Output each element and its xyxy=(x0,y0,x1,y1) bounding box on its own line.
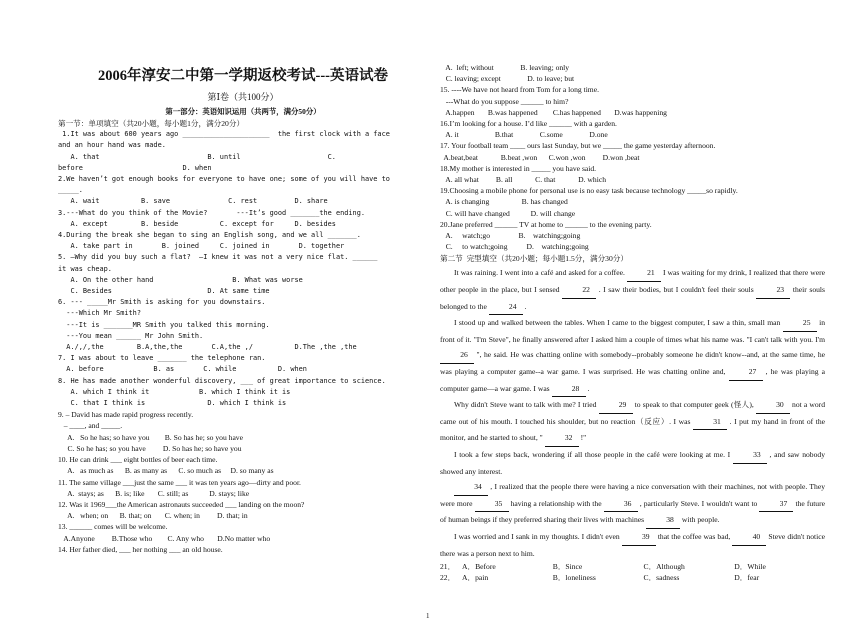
blank-21: 21 xyxy=(627,265,661,282)
section-heading: 第一节：单项填空（共20小题，每小题1分，满分20分） xyxy=(58,119,245,128)
question-line: C. to watch;going D. watching;going xyxy=(440,242,589,252)
question-line: A. So he has; so have you B. So has he; so you have xyxy=(58,432,243,442)
blank-22: 22 xyxy=(562,282,596,299)
blank-38: 38 xyxy=(646,512,680,529)
question-line: and an hour hand was made. xyxy=(58,141,166,150)
question-line: A. except B. beside C. except for D. besides xyxy=(58,219,336,228)
passage-paragraph: 34 , I realized that the people there were having a nice conversation with their machines, not with people. They were more 35 having a relationship with the 36 , particularly Steve. I wouldn't want to 37 the future of human beings if they preferred sharing their lives with machines 38 with people. xyxy=(440,479,825,529)
left-question-list xyxy=(58,129,428,555)
question-line: 15. ----We have not heard from Tom for a long time. xyxy=(440,85,599,95)
question-line: ---It is _______MR Smith you talked this morning. xyxy=(58,320,270,329)
question-line: A./,/,the B.A,the,the C.A,the ,/ D.The ,the ,the xyxy=(58,343,357,352)
question-line: 13. ______ comes will be welcome. xyxy=(58,522,168,532)
question-line: 17. Your football team ____ ours last Sunday, but we _____ the game yesterday afternoon. xyxy=(440,141,716,151)
question-line: _____. xyxy=(58,186,83,195)
question-line: A. it B.that C.some D.one xyxy=(440,130,608,140)
question-line: before D. when xyxy=(58,163,212,172)
question-line: C. leaving; except D. to leave; but xyxy=(440,74,575,84)
question-line: 1.It was about 600 years ago _____________________ the first clock with a face xyxy=(58,130,390,139)
blank-31: 31 xyxy=(693,414,727,431)
passage-paragraph: Why didn't Steve want to talk with me? I tried 29 to speak to that computer geek (怪人), 30 not a word came out of his mouth. I touched his shoulder, but no reaction（反应）. I was 31 . I put my hand in front of the monitor, and he started to shout, " 32 !" xyxy=(440,397,825,447)
option-a: A．Before xyxy=(462,562,496,572)
question-line: C. that I think is D. which I think is xyxy=(58,399,287,408)
question-line: A. when; on B. that; on C. when; in D. that; in xyxy=(58,511,248,521)
left-column xyxy=(58,62,428,555)
right-question-list xyxy=(440,62,825,252)
option-row xyxy=(440,561,825,572)
blank-33: 33 xyxy=(733,447,767,464)
option-b: B．loneliness xyxy=(552,573,596,583)
question-line: 10. He can drink ___ eight bottles of beer each time. xyxy=(58,455,218,465)
question-line: A.Anyone B.Those who C. Any who D.No matter who xyxy=(58,533,271,543)
question-line: 19.Choosing a mobile phone for personal use is no easy task because technology _____so rapidly. xyxy=(440,186,738,196)
question-line: ---You mean ______ Mr John Smith. xyxy=(58,331,204,340)
exam-title: 2006年淳安二中第一学期返校考试---英语试卷 xyxy=(98,68,388,84)
question-line: 11. The same village ___just the same ___ it was ten years ago—dirty and poor. xyxy=(58,477,301,487)
blank-27: 27 xyxy=(729,364,763,381)
volume-heading: 第Ⅰ卷（共100分） xyxy=(207,92,279,102)
blank-28: 28 xyxy=(552,381,586,398)
blank-25: 25 xyxy=(783,315,817,332)
question-line: A. which I think it B. which I think it is xyxy=(58,387,291,396)
right-column xyxy=(440,62,825,584)
blank-32: 32 xyxy=(545,430,579,447)
question-line: ---Which Mr Smith? xyxy=(58,309,141,318)
blank-39: 39 xyxy=(622,529,656,546)
cloze-section-heading: 第二节 完型填空（共20小题；每小题1.5分，满分30分） xyxy=(440,254,628,264)
blank-37: 37 xyxy=(759,496,793,513)
option-b: B．Since xyxy=(552,562,583,572)
page-number: 1 xyxy=(426,612,430,620)
blank-29: 29 xyxy=(599,397,633,414)
question-line: A. On the other hand B. What was worse xyxy=(58,275,303,284)
question-line: A. is changing B. has changed xyxy=(440,197,568,207)
question-line: 3.---What do you think of the Movie? ---It’s good _______the ending. xyxy=(58,208,365,217)
passage-paragraph: I stood up and walked between the tables. When I came to the biggest computer, I saw a thin, small man 25 in front of it. "I'm Steve", he finally answered after I asked him a couple of times what his name was. "I can't talk with you. I'm 26 ", he said. He was chatting online with somebody--probably someone he didn't know--and, at the same time, he was playing a computer game--a war game. I was surprised. He was chatting online and, 27 , he was playing a computer game—a war game. I was 28 . xyxy=(440,315,825,397)
question-line: 8. He has made another wonderful discovery, ___ of great importance to science. xyxy=(58,376,386,385)
option-row xyxy=(440,572,825,583)
question-line: ---What do you suppose ______ to him? xyxy=(440,96,569,106)
question-line: A. all what B. all C. that D. which xyxy=(440,175,606,185)
question-line: 4.During the break she began to sing an English song, and we all _______. xyxy=(58,231,361,240)
blank-26: 26 xyxy=(440,347,474,364)
question-line: A.happen B.was happened C.has happened D.was happening xyxy=(440,107,667,117)
blank-24: 24 xyxy=(489,299,523,316)
question-line: A.beat,beat B.beat ,won C.won ,won D.won ,beat xyxy=(440,152,640,162)
blank-35: 35 xyxy=(475,496,509,513)
question-line: A. stays; as B. is; like C. still; as D. stays; like xyxy=(58,488,250,498)
passage-paragraph: It was raining. I went into a café and asked for a coffee. 21 I was waiting for my drink, I realized that there were other people in the place, but I sensed 22 . I saw their bodies, but I couldn't feel their souls 23 their souls belonged to the 24 . xyxy=(440,265,825,315)
question-line: A. that B. until C. xyxy=(58,152,336,161)
question-line: it was cheap. xyxy=(58,264,112,273)
question-line: A. take part in B. joined C. joined in D. together xyxy=(58,242,345,251)
question-line: 16.I’m looking for a house. I’d like ______ with a garden. xyxy=(440,119,617,129)
option-no: 22． xyxy=(440,573,456,583)
option-no: 21． xyxy=(440,562,456,572)
question-line: 6. --- _____Mr Smith is asking for you downstairs. xyxy=(58,298,266,307)
question-line: C. So he has; so you have D. So has he; so have you xyxy=(58,443,242,453)
question-line: – ____, and _____. xyxy=(58,421,123,431)
option-c: C．sadness xyxy=(643,573,680,583)
question-line: 18.My mother is interested in _____ you have said. xyxy=(440,163,597,173)
blank-34: 34 xyxy=(454,479,488,496)
question-line: A. left; without B. leaving; only xyxy=(440,63,570,72)
question-line: A. before B. as C. while D. when xyxy=(58,365,307,374)
option-d: D．fear xyxy=(734,573,760,583)
question-line: A. watch;go B. watching;going xyxy=(440,231,581,241)
question-line: 5. —Why did you buy such a flat? —I knew it was not a very nice flat. ______ xyxy=(58,253,378,262)
question-line: 7. I was about to leave _______ the telephone ran. xyxy=(58,354,266,363)
question-line: A. as much as B. as many as C. so much as D. so many as xyxy=(58,466,274,476)
cloze-passage xyxy=(440,265,825,561)
question-line: 9. – David has made rapid progress recently. xyxy=(58,410,194,420)
question-line: C. Besides D. At same time xyxy=(58,287,270,296)
blank-23: 23 xyxy=(756,282,790,299)
blank-40: 40 xyxy=(732,529,766,546)
part-heading: 第一部分：英语知识运用（共两节，满分50分） xyxy=(165,107,321,116)
option-a: A．pain xyxy=(462,573,489,583)
cloze-options xyxy=(440,561,825,583)
passage-paragraph: I took a few steps back, wondering if all those people in the café were looking at me. I 33 , and saw nobody showed any interest. xyxy=(440,447,825,479)
option-c: C．Although xyxy=(643,562,685,572)
question-line: A. wait B. save C. rest D. share xyxy=(58,197,328,206)
question-line: C. will have changed D. will change xyxy=(440,208,576,218)
blank-36: 36 xyxy=(604,496,638,513)
blank-30: 30 xyxy=(756,397,790,414)
question-line: 20.Jane preferred ______ TV at home to ______ to the evening party. xyxy=(440,219,652,229)
question-line: 12. Was it 1969___the American astronauts succeeded ___ landing on the moon? xyxy=(58,499,305,509)
passage-paragraph: I was worried and I sank in my thoughts. I didn't even 39 that the coffee was bad, 40 Steve didn't notice there was a person next to him. xyxy=(440,529,825,561)
option-d: D．While xyxy=(734,562,766,572)
question-line: 14. Her father died, ___ her nothing ___ an old house. xyxy=(58,544,223,554)
question-line: 2.We haven’t got enough books for everyone to have one; some of you will have to xyxy=(58,175,390,184)
